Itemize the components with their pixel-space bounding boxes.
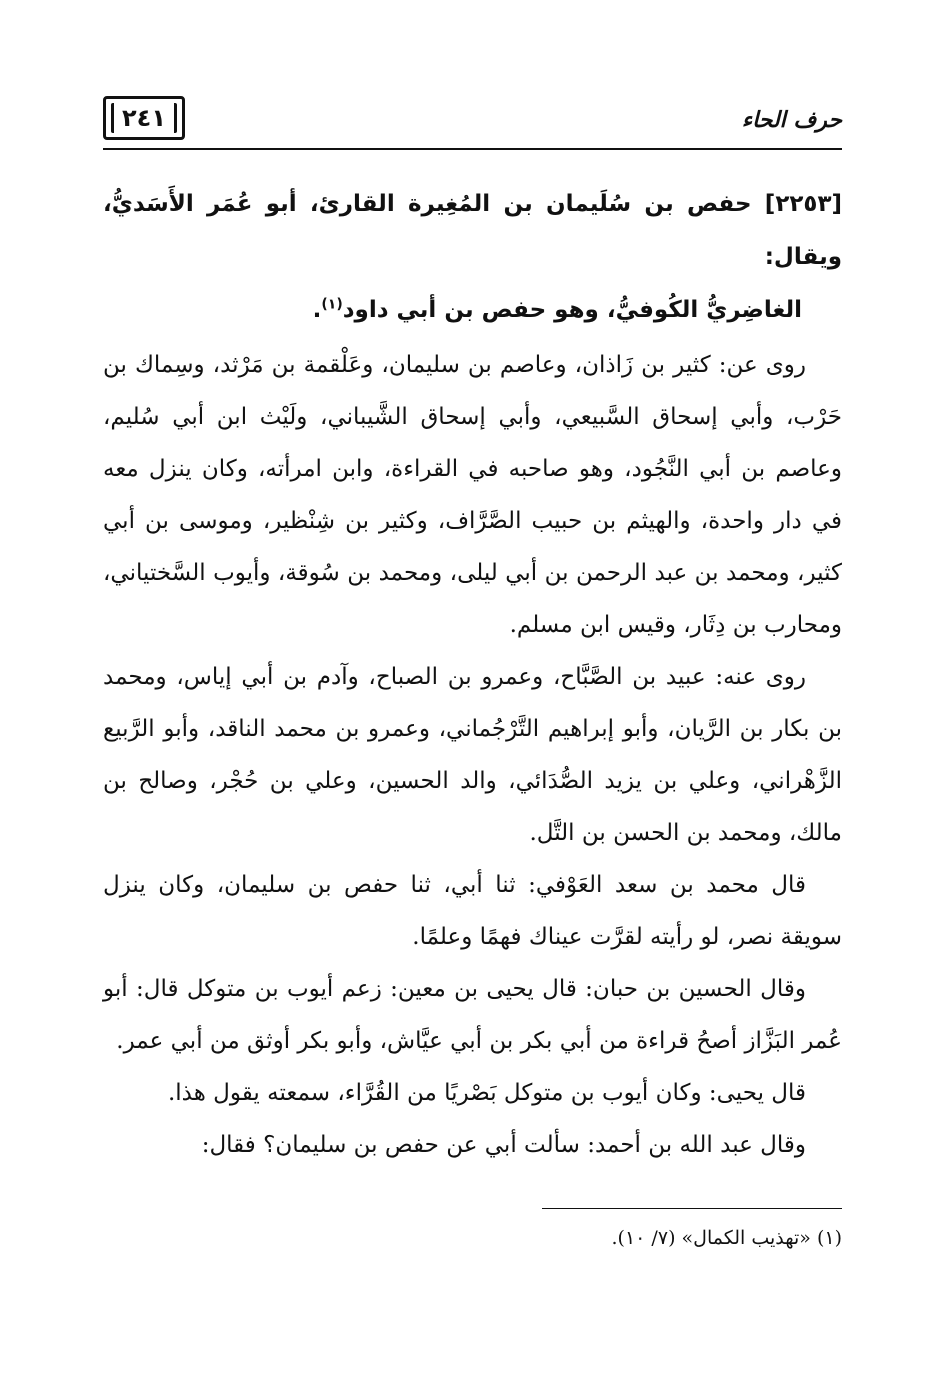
page-number bbox=[103, 96, 185, 140]
entry-heading-line2: الغاضِريُّ الكُوفيُّ، وهو حفص بن أبي داود bbox=[342, 297, 802, 323]
running-head: حرف الحاء bbox=[741, 108, 842, 133]
footnote: (١) «تهذيب الكمال» (٧/ ١٠). bbox=[611, 1227, 842, 1249]
paragraph-narrated-from: روى عن: كثير بن زَاذان، وعاصم بن سليمان، وعَلْقمة بن مَرْثد، وسِماك بن حَرْب، وأبي إسحاق السَّبيعي، وأبي إسحاق الشَّيباني، ولَيْث ابن أبي سُليم، وعاصم بن أبي النَّجُود، وهو صاحبه في القراءة، وابن امرأته، وكان ينزل معه في دار واحدة، والهيثم بن حبيب الصَّرَّاف، وكثير بن شِنْظير، وموسى بن أبي كثير، ومحمد بن عبد الرحمن بن أبي ليلى، ومحمد بن سُوقة، وأيوب السَّختياني، ومحارب بن دِثَار، وقيس ابن مسلم. bbox=[103, 352, 842, 638]
paragraph-ibn-hibban: وقال الحسين بن حبان: قال يحيى بن معين: زعم أيوب بن متوكل قال: أبو عُمر البَزَّاز أصحُ قراءة من أبي بكر بن أبي عيَّاش، وأبو بكر أوثق من أبي عمر. bbox=[103, 976, 842, 1054]
paragraph-abdullah: وقال عبد الله بن أحمد: سألت أبي عن حفص بن سليمان؟ فقال: bbox=[201, 1132, 806, 1158]
footnote-divider bbox=[542, 1208, 842, 1209]
entry-heading-line2-wrap bbox=[103, 284, 842, 337]
main-text bbox=[103, 178, 842, 1171]
footnote-ref: (١) bbox=[321, 296, 343, 313]
entry-heading bbox=[103, 178, 842, 337]
paragraph-yahya: قال يحيى: وكان أيوب بن متوكل بَصْريًا من القُرَّاء، سمعته يقول هذا. bbox=[167, 1080, 806, 1106]
paragraph-narrated-by: روى عنه: عبيد بن الصَّبَّاح، وعمرو بن الصباح، وآدم بن أبي إياس، ومحمد بن بكار بن الرَّيان، وأبو إبراهيم التَّرْجُماني، وعمرو بن محمد الناقد، وأبو الرَّبيع الزَّهْراني، وعلي بن يزيد الصُّدَائي، والد الحسين، وعلي بن حُجْر، وصالح بن مالك، ومحمد بن الحسن بن التَّل. bbox=[103, 664, 842, 846]
entry-heading-end: . bbox=[312, 297, 322, 323]
entry-heading-line1: [٢٢٥٣] حفص بن سُلَيمان بن المُغِيرة القارئ، أبو عُمَر الأَسَديُّ، ويقال: bbox=[103, 191, 842, 270]
page-number-text: ٢٤١ bbox=[122, 104, 166, 132]
header-divider bbox=[103, 148, 842, 150]
paragraph-ibn-sad: قال محمد بن سعد العَوْفي: ثنا أبي، ثنا حفص بن سليمان، وكان ينزل سويقة نصر، لو رأيته لقرَّت عيناك فهمًا وعلمًا. bbox=[103, 872, 842, 950]
